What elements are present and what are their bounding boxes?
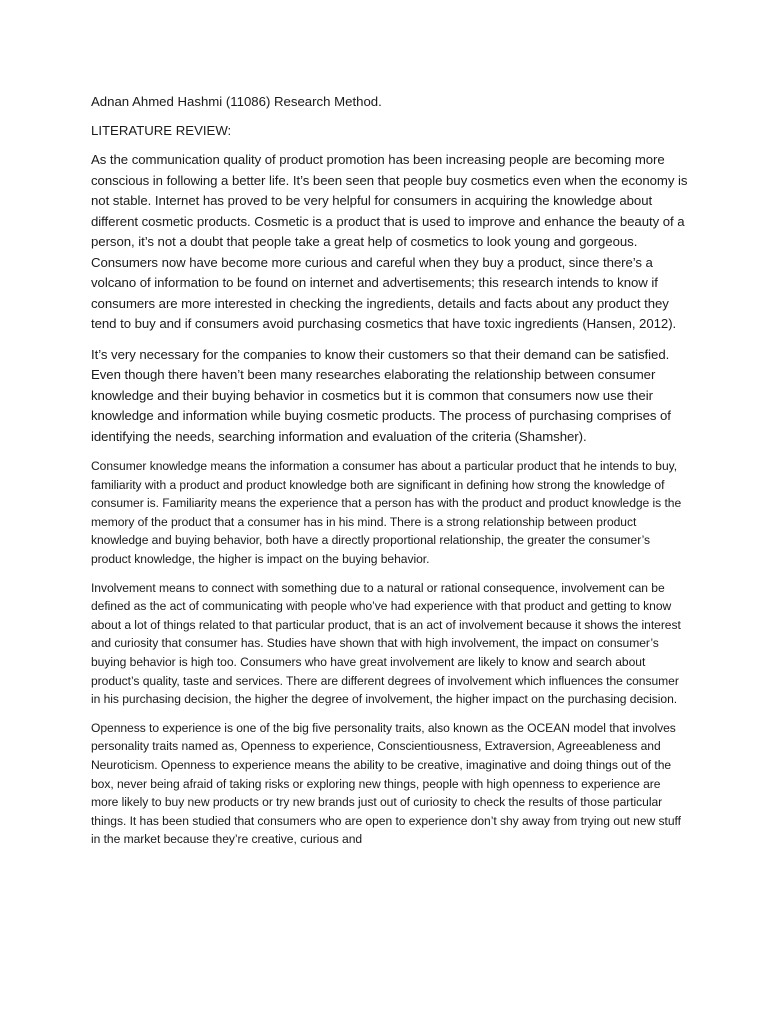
paragraph-companies: It’s very necessary for the companies to know their customers so that their demand can be satisfied. Even though there haven’t been many researches elaborating the relationship between consumer knowledge and their buying behavior in cosmetics but it is common that consumers now use their knowledge and information while buying cosmetic products. The process of purchasing comprises of identifying the needs, searching information and evaluation of the criteria (Shamsher). xyxy=(91,346,671,444)
document-page xyxy=(91,92,691,849)
paragraph-openness: Openness to experience is one of the big five personality traits, also known as the OCEAN model that involves personality traits named as, Openness to experience, Conscientiousness, Extraversion, Agreeableness and Neuroticism. Openness to experience means the ability to be creative, imaginative and doing things out of the box, never being afraid of taking risks or exploring new things, people with high openness to experience are more likely to buy new products or try new brands just out of curiosity to check the results of those particular things. It has been studied that consumers who are open to experience don’t shy away from trying out new stuff in the market because they’re creative, curious and xyxy=(91,720,681,847)
document-header: Adnan Ahmed Hashmi (11086) Research Method. xyxy=(91,94,382,109)
paragraph-involvement: Involvement means to connect with something due to a natural or rational consequence, involvement can be defined as the act of communicating with people who’ve had experience with that product and getting to know about a lot of things related to that particular product, that is an act of involvement because it shows the interest and curiosity that consumer has. Studies have shown that with high involvement, the impact on consumer’s buying behavior is high too. Consumers who have great involvement are likely to know and search about product’s quality, taste and services. There are different degrees of involvement which influences the consumer in his purchasing decision, the higher the degree of involvement, the higher impact on the purchasing decision. xyxy=(91,580,681,707)
paragraph-intro: As the communication quality of product promotion has been increasing people are becoming more conscious in following a better life. It’s been seen that people buy cosmetics even when the economy is not stable. Internet has proved to be very helpful for consumers in acquiring the knowledge about different cosmetic products. Cosmetic is a product that is used to improve and enhance the beauty of a person, it’s not a doubt that people take a great help of cosmetics to look young and gorgeous. Consumers now have become more curious and careful when they buy a product, since there’s a volcano of information to be found on internet and advertisements; this research intends to know if consumers are more interested in checking the ingredients, details and facts about any product they tend to buy and if consumers avoid purchasing cosmetics that have toxic ingredients (Hansen, 2012). xyxy=(91,152,688,331)
paragraph-consumer-knowledge: Consumer knowledge means the information a consumer has about a particular product that he intends to buy, familiarity with a product and product knowledge both are significant in defining how strong the knowledge of consumer is. Familiarity means the experience that a person has with the product and product knowledge is the memory of the product that a consumer has in his mind. There is a strong relationship between product knowledge and buying behavior, both have a directly proportional relationship, the greater the consumer’s product knowledge, the higher is impact on the buying behavior. xyxy=(91,459,682,566)
section-title: LITERATURE REVIEW: xyxy=(91,123,232,138)
